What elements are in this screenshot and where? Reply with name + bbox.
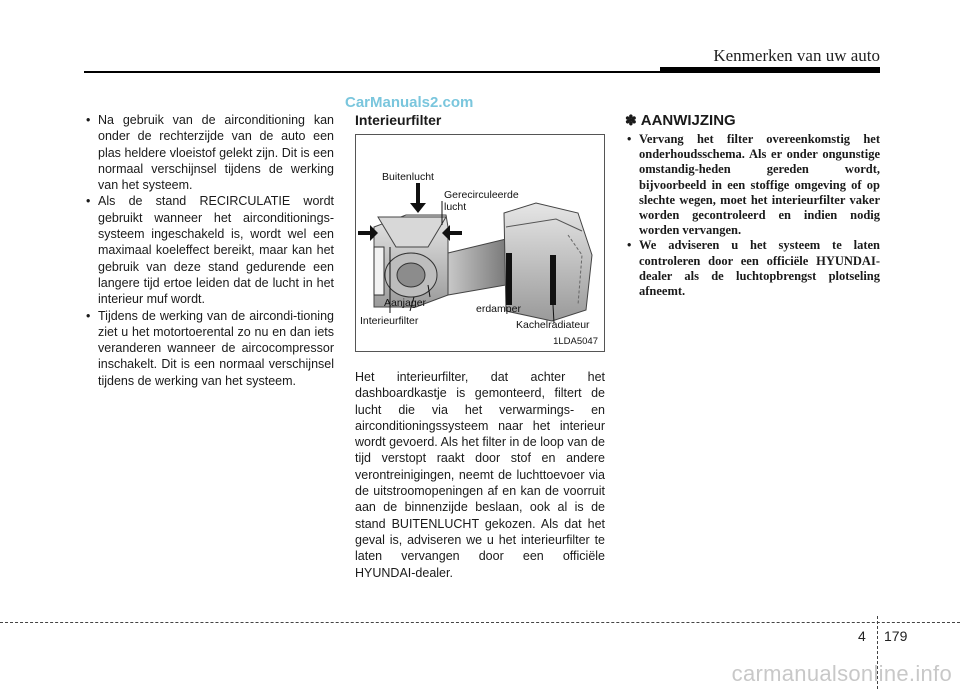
note-heading (625, 112, 880, 129)
left-bullet-list (84, 112, 334, 389)
list-item: • We adviseren u het systeem te laten controleren door een officiële HYUNDAI-dealer als de luchtopbrengst plotseling afneemt. (627, 238, 880, 299)
watermark-bottom: carmanualsonline.info (731, 661, 952, 686)
bullet-icon: • (86, 308, 91, 323)
note-list (625, 132, 880, 299)
header-rule (84, 71, 880, 73)
list-item: • Vervang het filter overeenkomstig het onderhoudsschema. Als er onder ongunstige omstandig-heden gereden wordt, bijvoorbeeld in een stoffige omgeving of op slechte wegen, moet het interieurfilter vaker worden gecontroleerd en indien nodig worden vervangen. (627, 132, 880, 238)
filter-description: Het interieurfilter, dat achter het dashboardkastje is gemonteerd, filtert de lucht die via het verwarmings- en airconditioningssysteem naar het interieur wordt gevoerd. Als het filter in de loop van de tijd verstopt raakt door stof en andere verontreinigingen, neemt de luchttoevoer via de uitstroomopeningen af en kan de voorruit aan de binnenzijde beslaan, ook al is de stand BUITENLUCHT gekozen. Als dat het geval is, adviseren we u het interieurfilter te laten vervangen door een officiële HYUNDAI-dealer. (355, 370, 605, 580)
label-outside-air: Buitenlucht (382, 171, 434, 183)
list-item: • Als de stand RECIRCULATIE wordt gebruikt wanneer het airconditionings-systeem ingeschakeld is, wordt wel een maximaal koeleffect bereikt, maar kan het gebruik van deze stand gedurende een langere tijd ertoe leiden dat de lucht in het interieur muf wordt. (86, 194, 334, 307)
page-number: 179 (884, 628, 908, 644)
label-filter: Interieurfilter (360, 315, 419, 327)
list-item: • Tijdens de werking van de aircondi-tioning ziet u het motortoerental zo nu en dan iets veranderen wanneer de aircocompressor inschakelt. Dit is een normaal verschijnsel tijdens de werking van het systeem. (86, 308, 334, 388)
section-title: Interieurfilter (355, 112, 442, 128)
list-item: • Na gebruik van de airconditioning kan onder de rechterzijde van de auto een plas heldere vloeistof gelekt zijn. Dit is een normaal verschijnsel tijdens de werking van het systeem. (86, 113, 334, 193)
outside-air-arrow (410, 183, 426, 213)
left-column (84, 112, 334, 389)
figure-code: 1LDA5047 (553, 336, 598, 347)
filter-element (374, 247, 384, 295)
middle-column (355, 112, 605, 581)
air-duct (448, 239, 506, 295)
bullet-icon: • (627, 132, 632, 146)
label-damper: erdamper (476, 303, 521, 315)
bullet-icon: • (86, 113, 91, 127)
footer-rule (0, 622, 960, 623)
right-column (625, 112, 880, 299)
bullet-icon: • (86, 194, 91, 209)
asterisk-icon: ✽ (625, 112, 637, 128)
chapter-number: 4 (858, 628, 866, 644)
label-heater-core: Kachelradiateur (516, 319, 590, 331)
label-recirculated-air: Gerecirculeerde lucht (444, 189, 519, 213)
watermark-top: CarManuals2.com (345, 94, 474, 111)
label-blower: Aanjager (384, 297, 427, 309)
bullet-icon: • (627, 238, 632, 253)
note-title: AANWIJZING (640, 112, 736, 129)
running-header: Kenmerken van uw auto (713, 46, 880, 65)
heater-core (550, 255, 556, 305)
interior-filter-diagram (355, 134, 605, 352)
